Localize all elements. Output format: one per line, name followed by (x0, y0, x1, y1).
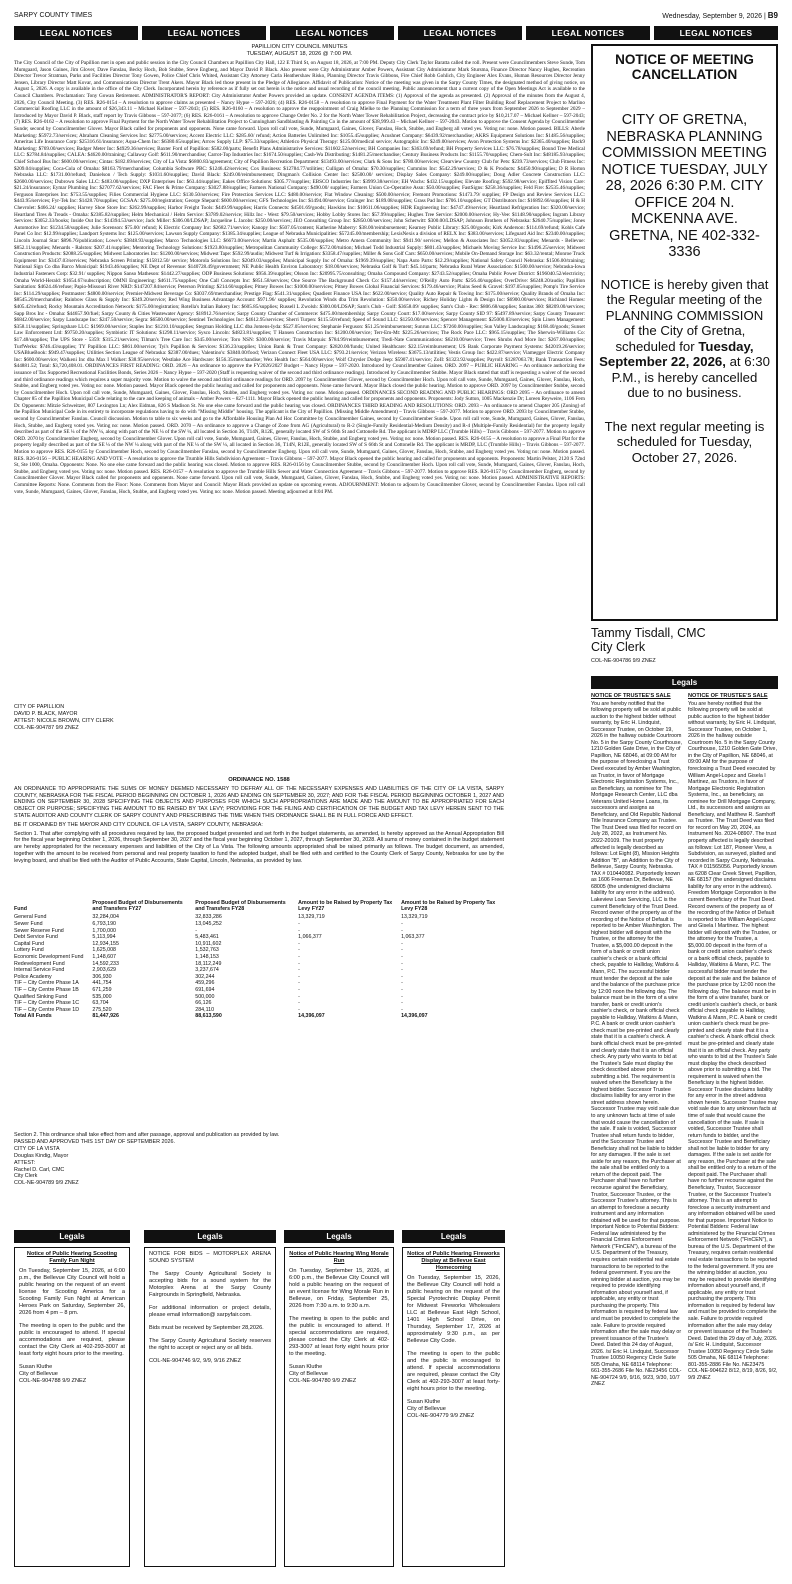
amount-cell: - (401, 947, 403, 954)
table-row (14, 921, 504, 928)
legal-notices-tab: LEGAL NOTICES (654, 26, 778, 40)
amount-cell: 441,754 (92, 980, 112, 987)
signature-line: CITY OF LA VISTA (14, 1145, 60, 1152)
table-row (14, 934, 504, 941)
legals-header: Legals (144, 1230, 276, 1243)
notice-paragraph: Bids must be received by September 28,2026. (149, 1325, 264, 1331)
table-header-row (14, 900, 504, 914)
amount-cell: 284,110 (195, 1006, 215, 1013)
amount-cell: 1,063,377 (401, 934, 425, 941)
issue-date-page: Wednesday, September 9, 2026 | B9 (662, 10, 778, 20)
publication-code: COL-NE-904780 9/9 ZNEZ (289, 1378, 357, 1384)
table-row (14, 1013, 504, 1020)
legal-notices-tab: LEGAL NOTICES (526, 26, 650, 40)
amount-cell: 671,259 (92, 986, 112, 993)
cancellation-text: NOTICE is hereby given that the Regular meeting of the PLANNING COMMISSION of the City of Gretna, scheduled for (600, 276, 769, 354)
amount-cell: 12,934,155 (92, 940, 119, 947)
amount-cell: 535,000 (92, 993, 112, 1000)
notice-paragraph: On Tuesday, September 15, 2026, the Bellevue City Council will hold a public hearing on the request of the Special Pyrotechnic Display Permit for Midwest Fireworks Wholesalers LLC at Bellevue East High School, 1401 High School Drive, on Thursday, September 17, 2026 at approximately 9:30 p.m., as per Bellevue City Code. (407, 1275, 500, 1344)
table-row (14, 954, 504, 961)
amount-cell: - (298, 973, 300, 980)
passage-line: PASSED AND APPROVED THIS 1ST DAY OF SEPTEMBER 2026. (14, 1138, 175, 1145)
amount-cell: 1,066,377 (298, 934, 322, 941)
publication-code: COL-NE-904788 9/9 ZNEZ (19, 1378, 87, 1384)
signer-entity: City of Bellevue (289, 1371, 328, 1377)
notice-paragraph: On Tuesday, September 15, 2026, at 6:00 p.m., the Bellevue City Council will hold a public hearing on the request of an event license for Scooting America for a Scooting Family Fun Night at American Heroes Park on Saturday, September 26, 2026 from 4 pm – 8 pm. (19, 1268, 125, 1316)
amount-cell: 2,903,629 (92, 967, 116, 974)
amount-cell: 1,148,607 (92, 953, 116, 960)
ordinance-intro: AN ORDINANCE TO APPROPRIATE THE SUMS OF MONEY DEEMED NECESSARY TO DEFRAY ALL OF THE NECESSARY EXPENSES AND LIABILITIES OF THE CITY OF LA VISTA, SARPY COUNTY, NEBRASKA FOR THE FISCAL PERIOD BEGINNING ON OCTOBER 1, 2026 AND ENDING ON SEPTEMBER 30, 2027; AND FOR THE FISCAL PERIOD BEGINNING OCTOBER 1, 2027 AND ENDING ON SEPTEMBER 30, 2028 SPECIFYING THE OBJECTS AND PURPOSES FOR WHICH SUCH APPROPRIATIONS ARE MADE AND THE AMOUNT TO BE APPROPRIATED FOR EACH OBJECT OR PURPOSE; SPECIFYING THE AMOUNT TO BE RAISED BY TAX LEVY; PROVIDING FOR THE FILING AND CERTIFICATION OF THE BUDGET AND TAX LEVY HEREIN SENT TO THE STATE AUDITOR AND COUNTY CLERK OF SARPY COUNTY AND PRESCRIBING THE TIME WHEN THIS ORDINANCE SHALL BE IN FULL FORCE AND EFFECT. (14, 785, 504, 819)
public-hearing-scooting (14, 1247, 130, 1567)
amount-cell: - (401, 927, 403, 934)
column-header: Fund (14, 906, 27, 913)
amount-cell: 3,237,674 (195, 967, 219, 974)
amount-cell: - (298, 1000, 300, 1007)
trustee-sale-title: NOTICE OF TRUSTEE'S SALE (591, 693, 671, 699)
column-header: Proposed Budget of Disbursements and Transfers FY27 (92, 900, 183, 913)
amount-cell: - (401, 960, 403, 967)
amount-cell: 500,000 (195, 993, 215, 1000)
legals-header: Legals (14, 1230, 130, 1243)
notice-paragraph: The meeting is open to the public and the public is encouraged to attend. If special accommodations are required, please contact the City Clerk at 402-293-3007 at least forty-eight hours prior to the meeting. (407, 1351, 500, 1392)
signer-entity: City of Bellevue (19, 1371, 58, 1377)
amount-cell: - (401, 967, 403, 974)
cancellation-heading: NOTICE OF MEETING CANCELLATION (615, 52, 754, 82)
signature-line: Douglas Kindig, Mayor (14, 1152, 69, 1159)
table-row (14, 974, 504, 981)
fund-name-cell: Capital Fund (14, 940, 45, 947)
table-row (14, 928, 504, 935)
page-number: B9 (767, 10, 778, 20)
notice-paragraph: The Sarpy County Agricultural Society reserves the right to accept or reject any or all bids. (149, 1338, 271, 1351)
trustee-sale-notice-1 (591, 693, 682, 1583)
amount-cell: 5,113,994 (92, 934, 116, 941)
fund-name-cell: Total All Funds (14, 1013, 52, 1020)
signature-line: ATTEST: (14, 1159, 36, 1166)
amount-cell: - (401, 980, 403, 987)
column-header: Proposed Budget of Disbursements and Transfers FY28 (195, 900, 286, 913)
notice-paragraph: The Sarpy County Agricultural Society is accepting bids for a sound system for the Motorplex Arena at the Sarpy County Fairgrounds in Springfield, Nebraska. (149, 1271, 271, 1298)
amount-cell: 5,483,461 (195, 934, 219, 941)
issue-date: Wednesday, September 9, 2026 (662, 12, 763, 20)
amount-cell: 275,520 (92, 1006, 112, 1013)
council-minutes (14, 44, 585, 754)
legals-header: Legals (284, 1230, 394, 1243)
table-row (14, 967, 504, 974)
meeting-details: CITY OF GRETNA, NEBRASKA PLANNING COMMISSION MEETING NOTICE TUESDAY, JULY 28, 2026 6:30 P.M. CITY OFFICE 204 N. MCKENNA AVE. GRETNA, NE 402-332-3336 (601, 112, 768, 260)
budget-table (14, 900, 504, 1020)
signer-name: Susan Kluthe (407, 1399, 441, 1405)
notice-title: Notice of Public Hearing Fireworks Display at Bellevue East Homecoming (407, 1251, 500, 1271)
trustee-sale-body: You are hereby notified that the following property will be sold at public auction to the highest bidder without warranty, by Eric H. Lindquist, Successor Trustee, on October 19, 2026 in the hallway outside Courtroom No. 5 in the Sarpy County Courthouse, 1210 Golden Gate Drive, in the City of Papillion, NE 68046, at 09:00 AM for the purpose of foreclosing a Trust Deed executed by Amber Washington, as Trustor, in favor of Mortgage Electronic Registration Systems, Inc., as Beneficiary, as nominee for The Mortgage Research Center, LLC dba Veterans United Home Loans, its successors and assigns as Beneficiary, and Old Republic National Title Insurance Company as Trustee. The Trust Deed was filed for record on July 28, 2022, as Instrument No. 2022-20109. The trust property affected is legally described as follows: Lot Eight (8), Mission Heights Addition "B", an Addition to the City of Bellevue, Sarpy County, Nebraska. TAX # 010440082. Purportedly known as 1606 Freeman Dr, Bellevue, NE 68005 (the undersigned disclaims liability for any error in the address). Lakeview Loan Servicing, LLC is the current Beneficiary of the Trust Deed. Record owner of the property as of the recording of the Notice of Default is reported to be Amber Washington. The highest bidder will deposit with the Trustee, or the attorney for the Trustee, a $5,000.00 deposit in the form of a bank or credit union cashier's check or a bank official check, payable to Halliday, Watkins & Mann, P.C. The successful bidder must tender the deposit at the sale and the balance of the purchase price by 12:00 noon the following day. The balance must be in the form of a wire transfer, bank or credit union's cashier's check, or bank official check payable to Halliday, Watkins & Mann, P.C. A bank or credit union cashier's check must be pre-printed and clearly state that it is a cashier's check. A bank official check must be pre-printed and clearly state that it is an official check. Any party who wants to bid at the Trustee's Sale must display the check described above prior to submitting a bid. The requirement is waived when the Beneficiary is the highest bidder. Successor Trustee disclaims liability for any error in the street address shown herein. Successor Trustee may void sale due to any unknown facts at time of sale that would cause the cancellation of the sale. If sale is voided, Successor Trustee shall return funds to bidder, and the Successor Trustee and Beneficiary shall not be liable to bidder for any damages. If the sale is set aside for any reason, the Purchaser at the sale shall be entitled only to a return of the deposit paid. The Purchaser shall have no further recourse against the Beneficiary, Trustor, Successor Trustee, or the Successor Trustee's attorney. This is an attempt to foreclose a security instrument and any information obtained will be used for that purpose. Important Notice to Potential Bidders: Federal law administered by the Financial Crimes Enforcement Network ("FinCEN"), a bureau of the U.S. Department of the Treasury, requires certain residential real estate transactions to be reported to the federal government. If you are the winning bidder at auction, you may be required to provide identifying information about yourself and, if applicable, any entity or trust purchasing the property. This information is required by federal law and must be provided to complete the sale. Failure to provide required information after the sale may delay or prevent issuance of the Trustee's Deed. Dated this 24 day of August, 2026. /s/ Eric H. Lindquist, Successor Trustee 10050 Regency Circle Suite 505 Omaha, NE 68114 Telephone: 661-355-2686 File No. NE23456 COL-NE-904724 9/9, 9/16, 9/23, 9/30, 10/7 ZNEZ (591, 700, 682, 1388)
fund-name-cell: TIF – City Centre Phase 1C (14, 1000, 80, 1007)
fund-name-cell: Economic Development Fund (14, 953, 84, 960)
table-row (14, 980, 504, 987)
amount-cell: - (401, 973, 403, 980)
amount-cell: - (401, 921, 403, 927)
amount-cell: 10,911,602 (195, 940, 222, 947)
table-row (14, 1000, 504, 1007)
amount-cell: - (195, 927, 198, 934)
amount-cell: 81,447,926 (92, 1013, 119, 1020)
publication-code: COL-NE-904746 9/2, 9/9, 9/16 ZNEZ (149, 1358, 242, 1364)
amount-cell: - (298, 980, 300, 987)
notice-paragraph: For additional information or project details, please email information@ sarpyfair.com. (149, 1305, 271, 1318)
amount-cell: 66,126 (195, 1000, 212, 1007)
amount-cell: 1,148,153 (195, 953, 219, 960)
legal-notices-tab: LEGAL NOTICES (398, 26, 522, 40)
fund-name-cell: General Fund (14, 914, 47, 921)
amount-cell: - (298, 953, 300, 960)
minutes-body: The City Council of the City of Papillion met in open and public session in the City Council Chambers at Papillion City Hall, 122 E Third St, on August 18, 2026, at 7:00 PM. Deputy City Clerk Taylor Baratta called the roll. Present were Councilmembers Steve Sunde, Tom Mumgaard, Jason Gaines, Jim Glover, Dave Fanslau, Becky Hoch, Bob Stubbe, Steve Engberg, and Mayor David P. Black. Also present were City Administrator Amber Powers, Assistant City Administrator Mark Stursma, Finance Director Nancy Hughes, Recreation Director Trevor Stratman, Parks and Facilities Director Tony Gowen, Police Chief Chris Whited, Assistant City Attorney Carla Heathershaw Risko, Planning Director Travis Gibbons, Fire Chief Robb Gohlich, City Engineer Alex Evans, Human Resources Director Jenny Jensen, Library Director Matt Kovar, and Communications Director Trent Akers. Mayor Black led those present in the Pledge of Allegiance. Affidavit of Publication: Notice of the meeting was given in the Sarpy County Times, the designated method of giving notice, on August 5, 2026. A copy is available in the office of the City Clerk. Incorporated herein by reference as if fully set out herein is the notice and usual recording of the council meeting. Public announcement that a current copy of the Open Meetings Act is available to the Council Chambers. Proclamation: Tony Gowan Retirement. ADMINISTRATOR'S REPORT: City Administrator Amber Powers provided an update. CONSENT AGENDA ITEMS: (1) Approval of the agenda as presented. (2) Approval of the minutes from the August 4, 2026, City Council Meeting. (3) RES. R26-0154 – A resolution to approve claims as presented – Nancy Hypse – 597-2026; (4) RES. R26-0158 – A resolution to approve Final Payment for the Water Treatment Plant Filter Building Roof Replacement Project to Marlino Commercial Roofing LLC in the amount of $26,343.11 – Michael Kellner – 597-2043; (5) RES. R26-0160 – A resolution to approve the reappointment of Craig Mielke to the Planning Commission for a term of three years from September 2026 to September 2029 – Introduced by Mayor David P. Black, staff report by Travis Gibbons – 597-2077; (6) RES. R26-0161 – A resolution to approve Change Order No. 2 for the North Water Tower Rehabilitation Project, decreasing the contract price by $10,217.07 – Michael Kellner – 597-2043; (7) RES. R26-0162 – A resolution to approve Final Payment for the North Water Tower Rehabilitation Project to Cunningham Sandblasting & Painting Co in the amount of $38,999.43 – Michael Kellner – 597-2043. Motion to approve the Consent Agenda by Councilmember Sunde; second by Councilmember Glover. Mayor Black called for proponents and opponents. None came forward. Upon roll call vote, Sunde, Mumgaard, Gaines, Glover, Fanslau, Hoch, Stubbe, and Engberg all voted yes. Voting no: none. Motion passed. BILLS: Aberle Marketing: $5972.73/services; Abraham Cleaning Services Inc: $2775.00/services; Accent Electric LLC: $285.60/ refund; Action Batteries Unlimited Inc: $1055.45/supplies; Acushnet Company: $6439.92/merchandise; AKRS Equipment Solutions Inc: $1485.56/supplies; Ameritas Life Insurance Corp: $25316.61/insurance; Aqua-Chem Inc: $6380.65/supplies; Arrow Supply LLP: $75.33/supplies; Athletico Physical Therapy: $125.00/medical service; Autographic Inc: $249.00/services; Avon Protection Systems Inc: $2365.40/supplies; Back9 Marketing: $769.00/services; Badger Meter Inc: $4929.36/services; Baxter Ford of Papillion: $582.00/parts; Benefit Plans Administrative Services: $11602.52/services; BH Companies Inc: $363.69/refund; BH Property Services LLC: $76.78/supplies; Bound Tree Medical LLC: $2784.84/supplies; CALEA: $4620.00/training; Callaway Golf: $611.90/merchandise; Carrot-Top Industries Inc: $1674.50/supplies; Cash-Wa Distributing: $1481.25/merchandise; Century Business Products Inc: $1155.70/supplies; Chem-Sult Inc: $48185.93/supplies; Chief School Bus Inc: $600.00/services; Cintas: $182.69/services; City of La Vista: $6800.83/agreement; City of Papillion Recreation Department: $13493.00/services; Clark & Sons Inc: $780.00/services; Clearview Country Club for Pets: $239.73/services; Club Fitness Inc: $209.04/supplies; Coca-Cola of Omaha: $8163.79/merchandise; Columbia Software PBC: $1246.42/services; Cox Business: $12784.77/utilities; Culligan of Omaha: $70.30/supplies; Cummins Inc: $542.29/services; D & K Products: $4450.90/supplies; D R Horton Nebraska LLC: $1731.00/refund; Danielson / Tech Supply: $1031.60/supplies; David Black: $249.00/reimbursement; Dingman's Collision Center Inc: $2500.00/ services; Display Sales Company: $249.00/supplies; Doug Adler Concrete Construction LLC: $2600.00/services; Dubrown Sales LLC: $483.00/supplies; DXP Enterprises Inc: $63.44/supplies; Eakes Office Solutions: $305.77/supplies; EBSCO Industries Inc: $3999.38/service; EH Wachs: $432.15/supplies; Elevate Roofing: $592.98/service; Epiffited Vision Care: $21.24/insurance; Eymar Plumbing Inc: $27077.62/services; FAC Fleet & Prime Company: $3027.88/supplies; Farmers National Company: $490.00/ supplies; Farmers Union Co-Operative Assn: $50.00/supplies; FastSigns: $258.36/supplies; Feld Fire: $2535.46/supplies; Ferguson Enterprises Inc: $753.55/supplies; Filies Commercial Hygiene LLC: $130.50/services; Fire Protection Services LLC: $480.00/service; Flat Window Cleaning: $500.00/service; Fremont Promotions: $1473.79/ supplies; FP Design and Review Services LLC: $443.95/services; Fyr-Tek Inc: $1428.70/supplies; GCSAA: $275.00/registration; George Shepard: $600.00/services; GFS Technologies Inc: $1494.00/service; Grainger Inc: $189.08/supplies; Grass Pad Inc: $706.10/supplies; GT Distributors Inc: $16892.66/supplies; H & H Chevrolet: $466.24/ supplies; Harvey Shoe Store Inc: $262.99/supplies; Harbor Freight Tools: $449.99/supplies; Harris Connects: $4501.69/goods; Hawkins Inc: $10611.06/supplies; HDR Engineering Inc: $4747.49/service; Heartland Refrigeration Inc: $320.00/service; Heartland Tires & Treads - Omaha: $2385.82/supplies; Helm Mechanical / Helm Service: $3789.02/service; Hillz Inc - West: $79.50/services; Hobby Lobby Stores Inc: $57.99/supplies; Hughes Tree Service: $2000.00/service; Hy-Vee: $1148.90/supplies; Ingram Library Services: $3052.33/books; Inside Out Inc: $14394.53/service; Jack Miller: $306.00/LDSAP; Jacqueline L Jacobs: $250.00/services; JEO Consulting Group Inc: $2850.00/services; John Scherwitt: $300.00/LDSAP; Johnson Brothers of Nebraska: $2640.75/supplies; Jones Automotive Inc: $1234.58/supplies; Julie Sorenson: $75.00/ refund; K Electric Company Inc: $2682.71/service; Kanopy Inc: $507.05/content; Katherine Maberry: $38.00/reimbursement; Kearney Public Library: $25.00/goods; Kirk Anderson: $114.69/refund; Kohls Cafe Panel Co Inc: $12.99/supplies; Landport Systems Inc: $125.00/services; Lawson Supply Company: $1385.34/supplies; League of Nebraska Municipalities: $57245.00/membership; LexisNexis a division of RELX Inc: $383.00/services; Lifeguard Aid Inc: $2340.00/supplies; Lincoln Journal Star: $896.76/publication; Lowe's: $3848.93/supplies; Marco Technologies LLC: $6673.00/service; Martin Asphalt: $535.00/supplies; Metro Amera Community Inc: $941.90/ services; Mellon & Associates Inc: $3052.83/supplies; Menards - Bellevue: $852.11/supplies; Menards - Ralston: $207.41/supplies; Mentoring Technology Solutions: $1923.80/supplies; Metropolitan Community College: $572.00/tuition; Michael Todd Industrial Supply: $801.43/supplies; Michaels Moving Service Inc: $1496.25/service; Midwest Construction Products: $2088.25/supplies; Midwest Laboratories Inc: $1200.00/services; Midwest Tape: $592.99/audio; Midwest Turf & Irrigation: $3358.47/supplies; Miller & Sons Golf Cars: $650.00/services; Mobile On-Demand Storage Inc: $63.32/rental; Monroe Truck Equipment Inc: $3437.03/services; Nebraska Screen Printing: $15812.50/ service; Motorola Solutions Inc: $2049.03/supplies; Municipal Supply Inc of Omaha: $1969.39/supplies; Napa Auto Parts: $12.29/supplies; National Safety Council Nebraska: $1506.00/training; National Sign Co dba Barco Municipal: $1943.46/supplies; NE Dept of Revenue: $140728.49/government; NE Public Health Environ Laboratory: $18.00/services; Nebraska Golf & Turf: $45.14/parts; Nebraska Rural Water Association: $1500.00/service; Nebraska-Iowa Industrial Fasteners Corp: $32.91/ supplies; Nippon Sanso Matheson: $1442.27/supplies; ODP Business Solutions: $956.39/supplies; Olsson Inc: $20995.75/consulting; Omaha Compound Company: $2743.52/supplies; Omaha Public Power District: $196040.52/electricity; Omaha World-Herald: $1654.67/subscription; OMNI Engineering: $4611.75/supplies; One Call Concepts Inc: $851.58/services; One Source The Background Check Co: $157.44/services; O'Reilly Auto Parts: $256.40/supplies; OverDrive: $6248.20/audio; Papillion Sanitation: $4624.46/refuse; Papio-Missouri River NRD: $147207.84/service; Peterson Printing: $214.60/supplies; Pitney Bowes Inc: $1000.00/services; Pitney Bowes Global Financial Services: $179.46/service; Plains Seed & Gravel: $197.05/supplies; Pomp's Tire Service Inc: $114.29/supplies; Postmaster: $4800.00/service; Premier-Midwest Beverage Co: $3037.69/merchandise; Prestige Flag: $541.31/supplies; Quadient Finance USA Inc: $622.00/service; Quality Auto Repair & Towing Inc: $175.00/service; Quality Brands of Omaha Inc: $8545.20/merchandise; Rainbow Glass & Supply Inc: $349.20/service; Red Wing Business Advantage Account: $971.96/ supplies; Revolution Winds dba Trim Revolution: $350.00/service; Richey Holiday Lights & Design Inc: $6900.00/services; Richland Homes: $405.42/refund; Rocky Mountain Accreditation Network: $175.00/registration; Rotella's Italian Bakery Inc: $605.85/supplies; Russell L Zwolsh: $300.00/LDSAP; Sam's Club - Golf: $3658.09/ supplies; Sam's Club - Rec: $806.68/supplies; Sanitas 360: $8209.00/services; Sapp Bros Inc - Omaha: $44657.90/fuel; Sarpy County & Cities Wastewater Agency: $18912.76/service; Sarpy County Chamber of Commerce: $475.00/membership; Sarpy County Court: $17.00/service; Sarpy County SID 97: $5497.89/service; Sarpy County Treasurer: $6842.00/service; Sarpy Landscape Inc: $247.50/service; Segra: $6500.00/service; Sentinel Technologies Inc: $4612.95/services; Sherri Turpen: $115.50/refund; Speed of Sound LLC: $1250.00/services; Spencer Management: $25000.83/services; Spin Linen Management: $358.11/supplies; Springshare LLC: $1969.00/service; Staples Inc: $1210.10/supplies; Stegman Holding LLC dba Jomens-Iyda: $527.05/services; Stephanie Ferguson: $51.25/reimbursement; Sunrun LLC: $7260.00/supplies; Sun Valley Landscaping: $168.40/goods; Sunset Law Enforcement Ltd: $9750.20/supplies; Symbiotic IT Solutions: $1298.11/service; Sysco Lincoln: $4823.81/supplies; T Hansen Construction Inc: $1200.00/service; Terr-Em-Mt: $225.26/services; The Rock Pace LLC: $965.15/supplies; The Sherwin-Williams Co: $17.48/supplies; The UPS Store - 5359: $315.21/services; Tilman's Tree Care Inc: $345.00/service; Toro NSN: $300.00/service; Travis Marquis: $784.99/reimbursement; Tredi-Nate Communications: $6210.00/service; Trees Shrubs And More Inc: $267.00/supplies; TurfWerks: $746.43/supplies; TY Papillion LLC: $861.00/service; Tyi's Papillion & Services: $136.23/supplies; Union Bank & Trust Company: $2820.00/funds; United Healthcare: $22.15/reimbursement; US Bank Corporate Payment Systems: $42019.26/service; USABlueBook: $949.47/supplies; Utilities Section League of Nebraska: $2387.00/dues; Valentino's: $3840.00/food; Verizon Connect Fleet USA LLC: $793.21/service; Verizon Wireless: $3675.13/utilities; Vestis Group Inc: $422.87/service; Viamegger Electric Company Inc: $600.00/service; Walkeni Inc dba Max I Walker: $38.95/service; Westlake Ace Hardware: $156.35/merchandise; Wex Health Inc: $564.00/service; Wolf Chrysler Dodge Jeep: $5907.41/service; ZoII: $1323.92/supplies; Payroll: $1287063.78; Bank Transaction Fees: $44881.52; Total: $3,720,408.01. ORDINANCES FIRST READING: ORD. 2026 – An ordinance to approve the FY2026/2027 Budget – Nancy Hypse – 597-2020. Introduced by Councilmember Gaines. ORD. 2097 – PUBLIC HEARING – An ordinance authorizing the issuance of Tax Supported Recreational Facilities Bonds, Series 2026 – Nancy Hypse – 597-2020 (Staff is requesting waiver of the second and third ordinance readings). Introduced by Councilmember Stubbe. Mayor Black stated that staff is requesting a waiver of the second and third ordinance readings which requires a super majority vote. Motion to waive the second and third ordinance readings for ORD. 2097 by Councilmember Glover, second by Councilmember Hoch. Upon roll call vote, Sunde, Mumgaard, Gaines, Glover, Fanslau, Hoch, Stubbe, and Engberg voted yes. Voting no: none. Motion passed. Mayor Black opened the public hearing and called for proponents and opponents. None came forward. Mayor Black closed the public hearing. Motion to approve ORD. 2097 by Councilmember Stubbe, second by Councilmember Hoch. Upon roll call vote, Sunde, Mumgaard, Gaines, Glover, Fanslau, Hoch, Stubbe, and Engberg voted yes. Voting no: none. Motion passed. ORDINANCES SECOND READING AND PUBLIC HEARINGS: ORD 2095 – An ordinance to amend Chapter 85 of the Papillion Municipal Code relating to the care and keeping of animals – Amber Powers – 827-1111. Mayor Black opened the public hearing and called for proponents and opponents. Proponents: Jody Sutton, 1005 Mackenzie Dr; Loreen Reyweire, 1106 Fern Dr. Opponents: Mitzie Schweitzer, 807 Lexington Ln; Alex Eidman, 826 S Madison St. No one else came forward and the public hearing was closed. ORDINANCES THIRD READING AND RESOLUTIONS: ORD. 2093 – An ordinance to amend Chapter 205 (Zoning) of the Papillion Municipal Code in its entirety to incorporate regulations having to do with "Missing Middle" housing. The applicant is the City of Papillion. (Missing Middle Amendment) – Travis Gibbons – 597-2077. Motion to approve ORD. 2093 by Councilmember Stubbe, second by Councilmember Fanslau. Council discussion. Motion to table to six weeks and go to the Affordable Housing Plan Ad Hoc Committee by Councilmember Gaines, second by Councilmember Sunde. Upon roll call vote, Sunde, Mumgaard, Gaines, Glover, Fanslau, Hoch, Stubbe, and Engberg voted yes. Voting no: none. Motion passed. ORD. 2070 – An ordinance to approve a Change of Zone from AG (Agricultural) to R-2 (Single-Family Residential-Medium Density) and R-4 (Multiple-Family Residential) for the property legally described as part of the SE ¼ of the NW ¼, along with part of the NE ¼ of the SW ¼, all located in Section 36, T14N, R12E, generally located SW of S 66th St and Cottonelle Rd. The applicant is MDRP LLC (Trumble Hills) – Travis Gibbons – 597-2077. Motion to approve ORD. 2070 by Councilmember Engberg, second by Councilmember Glover. Upon roll call vote, Sunde, Mumgaard, Gaines, Glover, Fanslau, Hoch, Stubbe, and Engberg voted yes. Voting no: none. Motion passed. RES. R26-0155 – A resolution to approve a Final Plat for the property legally described as part of the SE ¼ of the NW ¼ along with part of the NE ¼ of the SW ¼, all located in Section 36, T14N, R12E, generally located SW of S 66th St and Cottonelle Rd. The applicant is MRDP, LLC (Trumble Hills) – Travis Gibbons – 597-2077. Motion to approve RES. R26-0155 by Councilmember Hoch, second by Councilmember Fanslau, second by Councilmember Engberg. Upon roll call vote, Sunde, Mumgaard, Gaines, Glover, Fanslau, Hoch, Stubbe, and Engberg voted yes. Voting no: none. Motion passed. RES. R26-0156 – PUBLIC HEARING AND VOTE – A resolution to approve the Trumble Hills Subdivision Agreement – Travis Gibbons – 597-2077. Mayor Black opened the public hearing and called for proponents and opponents. Proponents: Martin Pelster, 2120 S 72nd St, Ste 1000, Omaha. Opponents: None. No one else came forward and the public hearing was closed. Motion to approve RES. R26-0156 by Councilmember Stubbe, second by Councilmember Hoch. Upon roll call vote, Sunde, Mumgaard, Gaines, Glover, Fanslau, Hoch, Stubbe, and Engberg voted yes. Voting no: none. Motion passed. RES. R26-0157 – A resolution to approve the Trumble Hills Sewer and Water Connection Agreement – Travis Gibbons – 597-2077. Motion to approve RES. R26-0157 by Councilmember Engberg, second by Councilmember Glover. Mayor Black called for proponents and opponents. None came forward. Upon roll call vote, Sunde, Mumgaard, Gaines, Glover, Fanslau, Hoch, Stubbe, and Engberg voted yes. Voting no: none. Motion passed. ADMINISTRATIVE REPORTS: Committee Reports: None. Comments from the Floor: None. Comments from Mayor and Council: Mayor Black provided an update on upcoming events. ADJOURNMENT: Motion to adjourn by Councilmember Glover, second by Councilmember Fanslau. Upon roll call vote, Sunde, Mumgaard, Gaines, Glover, Fanslau, Hoch, Stubbe, and Engberg voted yes. Voting no: none. Motion passed. Meeting adjourned at 8:04 PM. (14, 60, 585, 495)
minutes-title (14, 44, 585, 58)
publication-name: SARPY COUNTY TIMES (14, 11, 93, 19)
minutes-title-line: PAPILLION CITY COUNCIL MINUTES (251, 44, 348, 50)
amount-cell: 306,930 (92, 973, 112, 980)
legal-notices-tab: LEGAL NOTICES (270, 26, 394, 40)
table-row (14, 947, 504, 954)
amount-cell: 1,625,008 (92, 947, 116, 954)
publication-code: COL-NE-904786 9/9 ZNEZ (591, 658, 656, 664)
amount-cell: 302,244 (195, 973, 215, 980)
signature-line: ATTEST: NICOLE BROWN, CITY CLERK (14, 718, 114, 724)
fund-name-cell: TIF – City Centre Phase 1A (14, 980, 79, 987)
signer-entity: City of Bellevue (407, 1406, 446, 1412)
notice-title: NOTICE FOR BIDS – MOTORPLEX ARENA SOUND SYSTEM (149, 1251, 271, 1264)
legal-notices-tab: LEGAL NOTICES (142, 26, 266, 40)
trustee-sale-notice-2 (688, 693, 778, 1583)
next-meeting-statement: The next regular meeting is scheduled for Tuesday, October 27, 2026. (604, 418, 765, 465)
notice-paragraph: The meeting is open to the public and the public is encouraged to attend. If special accommodations are required, please contact the City Clerk at 402-293-3007 at least forty eight hours prior to the meeting. (289, 1316, 389, 1357)
signature-line: City Clerk (14, 1173, 38, 1180)
legal-notices-banner (14, 26, 778, 40)
publication-code: COL-NE-904787 9/9 ZNEZ (14, 725, 79, 731)
fund-name-cell: Redevelopment Fund (14, 960, 65, 967)
trustee-sale-body: You are hereby notified that the following property will be sold at public auction to the highest bidder without warranty, by Eric H. Lindquist, Successor Trustee, on October 1, 2026 in the hallway outside Courtroom No. 5 in the Sarpy County Courthouse, 1210 Golden Gate Drive, in the City of Papillion, NE 68046, at 09:00 AM for the purpose of foreclosing a Trust Deed executed by William Angel-Lopez and Gisela I Martinez, as Trustors, in favor of Mortgage Electronic Registration Systems, Inc., as beneficiary, as nominee for Drill Mortgage Company, Ltd., its successors and assigns as Beneficiary, and Matthew R. Samhoff as Trustee. The Trust Deed was filed for record on May 20, 2024, as Instrument No. 2024-08907. The trust property affected is legally described as follows: Lot 187, Pioneer View, a Subdivision, as surveyed, platted and recorded in Sarpy County, Nebraska. TAX # 011565056. Purportedly known as 6208 Clear Creek Street, Papillion, NE 68157 (the undersigned disclaims liability for any error in the address). Freedom Mortgage Corporation is the current Beneficiary of the Trust Deed. Record owners of the property as of the recording of the Notice of Default is reported to be William Angel-Lopez and Gisela I Martinez. The highest bidder will deposit with the Trustee, or the attorney for the Trustee, a $5,000.00 deposit in the form of a bank or credit union cashier's check or a bank official check, payable to Halliday, Watkins & Mann, P.C. The successful bidder must tender the deposit at the sale and the balance of the purchase price by 12:00 noon the following day. The balance must be in the form of a wire transfer, bank or credit union's cashier's check, or bank official check payable to Halliday, Watkins & Mann, P.C. A bank or credit union cashier's check must be pre-printed and clearly state that it is a cashier's check. A bank official check must be pre-printed and clearly state that it is an official check. Any party who wants to bid at the Trustee's Sale must display the check described above prior to submitting a bid. The requirement is waived when the Beneficiary is the highest bidder. Successor Trustee disclaims liability for any error in the street address shown herein. Successor Trustee may void sale due to any unknown facts at time of sale that would cause the cancellation of the sale. If sale is voided, Successor Trustee shall return funds to bidder, and the Successor Trustee and Beneficiary shall not be liable to bidder for any damages. If the sale is set aside for any reason, the Purchaser at the sale shall be entitled only to a return of the deposit paid. The Purchaser shall have no further recourse against the Beneficiary, Trustor, Successor Trustee, or the Successor Trustee's attorney. This is an attempt to foreclose a security instrument and any information obtained will be used for that purpose. Important Notice to Potential Bidders: Federal law administered by the Financial Crimes Enforcement Network ("FinCEN"), a bureau of the U.S. Department of the Treasury, requires certain residential real estate transactions to be reported to the federal government. If you are the winning bidder at auction, you may be required to provide identifying information about yourself and, if applicable, any entity or trust purchasing the property. This information is required by federal law and must be provided to complete the sale. Failure to provide required information after the sale may delay or prevent issuance of the Trustee's Deed. Dated this 29 day of July, 2026. /s/ Eric H. Lindquist, Successor Trustee 10050 Regency Circle Suite 505 Omaha, NE 68114 Telephone: 801-355-2886 File No. NE23475 COL-NE-904622 8/12, 8/19, 8/26, 9/2, 9/9 ZNEZ (688, 700, 778, 1381)
cancelled-date: Tuesday, September 22, 2026, (599, 338, 754, 369)
amount-cell: 18,112,249 (195, 960, 222, 967)
fund-name-cell: Sewer Fund (14, 921, 43, 927)
minutes-signature (14, 704, 114, 732)
notice-for-bids (144, 1247, 276, 1567)
amount-cell: - (298, 993, 300, 1000)
amount-cell: 459,296 (195, 980, 215, 987)
amount-cell: - (401, 993, 403, 1000)
amount-cell: 691,694 (195, 986, 215, 993)
amount-cell: - (401, 986, 403, 993)
amount-cell: 14,396,097 (298, 1013, 325, 1020)
ordinance-enactment: BE IT ORDAINED BY THE MAYOR AND CITY COUNCIL OF LA VISTA, SARPY COUNTY, NEBRASKA: (14, 821, 263, 828)
fund-name-cell: Police Academy (14, 973, 52, 980)
amount-cell: - (401, 953, 403, 960)
table-row (14, 987, 504, 994)
amount-cell: - (298, 1006, 300, 1013)
amount-cell: - (298, 921, 300, 927)
table-row (14, 961, 504, 968)
public-hearing-wing-morale-run (284, 1247, 394, 1567)
fund-name-cell: Lottery Fund (14, 947, 44, 954)
notice-paragraph: The meeting is open to the public and the public is encouraged to attend. If special accommodations are required, please contact the City Clerk at 402-293-3007 at least forty eight hours prior to the meeting. (19, 1323, 125, 1357)
meeting-cancellation-notice (591, 44, 778, 621)
amount-cell: - (298, 927, 300, 934)
legal-notices-tab: LEGAL NOTICES (14, 26, 138, 40)
publication-code: COL-NE-904779 9/9 ZNEZ (407, 1413, 475, 1419)
amount-cell: - (298, 986, 300, 993)
fund-name-cell: Internal Service Fund (14, 967, 65, 974)
signature-line: CITY OF PAPILLION (14, 704, 65, 710)
ordinance-title: ORDINANCE NO. 1588 (228, 777, 290, 783)
public-hearing-fireworks (402, 1247, 505, 1567)
clerk-title: City Clerk (591, 640, 646, 654)
cancellation-statement (599, 277, 770, 401)
legals-header: Legals (591, 676, 778, 689)
legals-header: Legals (402, 1230, 505, 1243)
amount-cell: 13,329,719 (401, 914, 428, 921)
amount-cell: 1,532,763 (195, 947, 219, 954)
column-header: Amount to be Raised by Property Tax Levy FY27 (298, 900, 393, 913)
amount-cell: 6,793,190 (92, 921, 116, 927)
page-header (14, 8, 778, 22)
ordinance-section-1: Section 1. That after complying with all procedures required by law, the proposed budget presented and set forth in the budget statements, as amended, is hereby approved as the Annual Appropriation Bill for the fiscal year beginning October 1, 2026, through September 30, 2027 and the fiscal year beginning October 1, 2027, through September 30, 2028. All sums of money contained in the budget statement are hereby appropriated for the necessary expenses and liabilities of the City of La Vista. The following amounts appropriated shall be raised primarily as follows. The budget document, as amended, together with the amount to be received from personal and real property taxation to fund the adopted budget, shall be filed with and certified to the County Clerk of Sarpy County, Nebraska for use by the levying board, and shall be filed with the Auditor of Public Accounts, State Capital, Lincoln, Nebraska, as provided by law. (14, 830, 504, 864)
amount-cell: - (401, 940, 403, 947)
ordinance-closing (14, 1132, 504, 1187)
notice-title: Notice of Public Hearing Wing Morale Run (289, 1251, 389, 1264)
fund-name-cell: Sewer Reserve Fund (14, 927, 64, 934)
amount-cell: 1,700,000 (92, 927, 116, 934)
ordinance-section-2: Section 2. This ordinance shall take effect from and after passage, approval and publication as provided by law. (14, 1132, 280, 1138)
amount-cell: - (298, 960, 300, 967)
amount-cell: 32,833,286 (195, 914, 222, 921)
amount-cell: - (298, 967, 300, 974)
amount-cell: 13,329,719 (298, 914, 325, 921)
amount-cell: - (401, 1000, 403, 1007)
column-header: Amount to be Raised by Property Tax Levy FY28 (401, 900, 496, 913)
amount-cell: - (401, 1006, 403, 1013)
amount-cell: 88,613,590 (195, 1013, 222, 1020)
table-row (14, 994, 504, 1001)
clerk-signature (591, 626, 778, 654)
publication-code: COL-NE-904789 9/9 ZNEZ (14, 1180, 79, 1187)
minutes-date-line: TUESDAY, AUGUST 18, 2026 @ 7:00 PM. (246, 51, 353, 57)
amount-cell: 13,045,252 (195, 921, 222, 927)
notice-title: Notice of Public Hearing Scooting Family Fun Night (26, 1251, 118, 1264)
amount-cell: 14,592,233 (92, 960, 119, 967)
signer-name: Susan Kluthe (289, 1364, 323, 1370)
amount-cell: 32,284,004 (92, 914, 119, 921)
fund-name-cell: Qualified Sinking Fund (14, 993, 68, 1000)
notice-paragraph: On Tuesday, September 15, 2026, at 6:00 p.m., the Bellevue City Council will hold a public hearing on the request of an event license for Wing Morale Run in Bellevue, on Friday, September 25, 2026 from 7:30 a.m. to 9:30 a.m. (289, 1268, 389, 1309)
table-row (14, 1007, 504, 1014)
fund-name-cell: Debt Service Fund (14, 934, 58, 941)
amount-cell: - (298, 940, 300, 947)
table-row (14, 941, 504, 948)
table-row (14, 914, 504, 921)
cancellation-text: at 6:30 P.M., is hereby cancelled due to no business. (611, 354, 770, 400)
fund-name-cell: TIF – City Centre Phase 1B (14, 986, 79, 993)
amount-cell: - (298, 947, 300, 954)
clerk-name: Tammy Tisdall, CMC (591, 626, 706, 640)
amount-cell: 14,396,097 (401, 1013, 428, 1020)
signer-name: Susan Kluthe (19, 1364, 53, 1370)
trustee-sale-title: NOTICE OF TRUSTEE'S SALE (688, 693, 768, 699)
fund-name-cell: TIF – City Centre Phase 1D (14, 1006, 80, 1013)
signature-line: Rachel D. Carl, CMC (14, 1166, 65, 1173)
signature-line: DAVID P. BLACK, MAYOR (14, 711, 78, 717)
amount-cell: 63,704 (92, 1000, 109, 1007)
